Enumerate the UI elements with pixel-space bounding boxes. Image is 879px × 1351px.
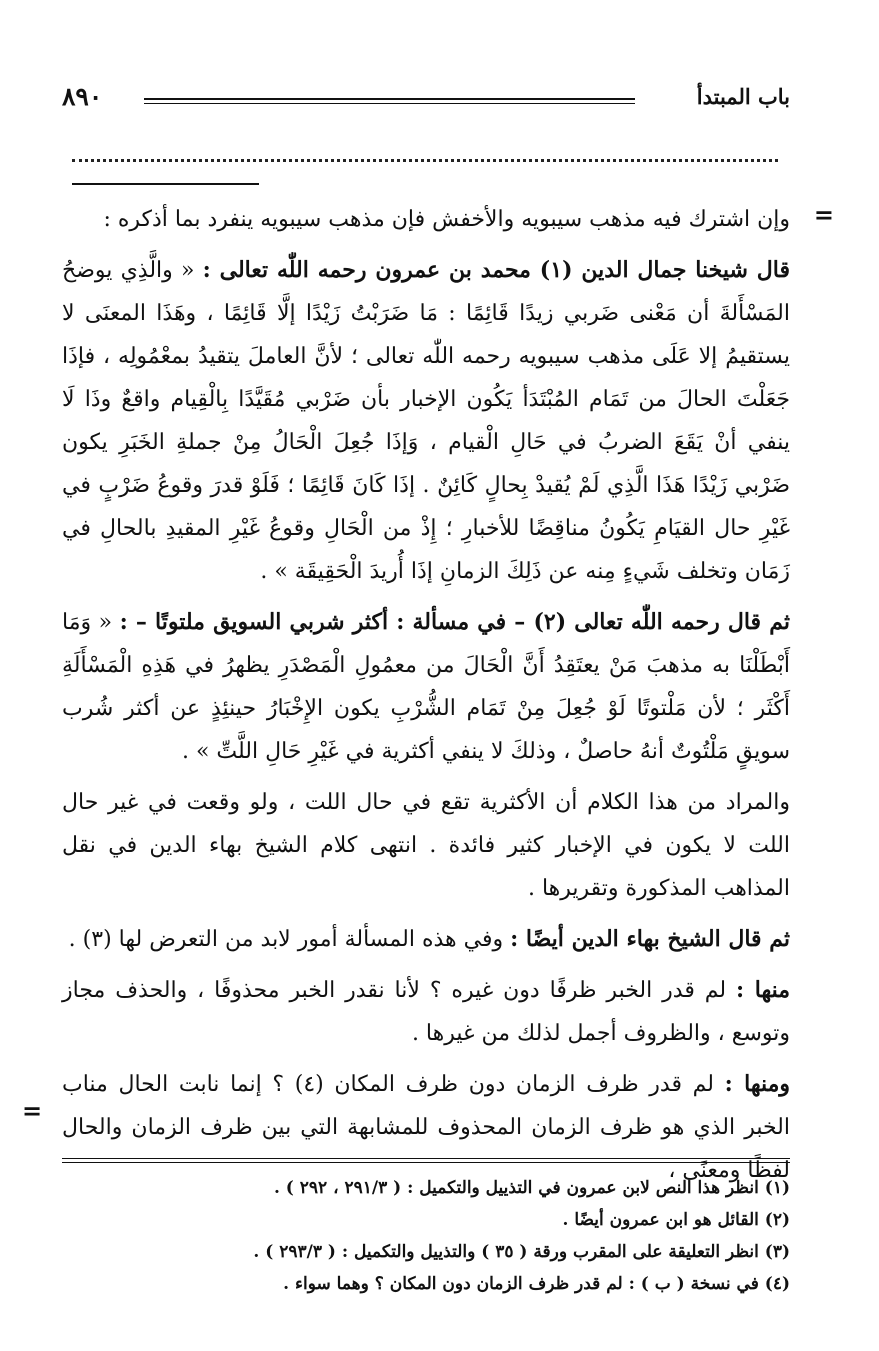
short-rule — [72, 183, 259, 185]
footnote: (١) انظر هذا النص لابن عمرون في التذييل والتكميل : ( ٢٩١/٣ ، ٢٩٢ ) . — [273, 1178, 790, 1198]
paragraph — [62, 969, 790, 1055]
chapter-title: باب المبتدأ — [696, 84, 790, 109]
footnotes — [62, 1172, 790, 1300]
dotted-separator — [72, 145, 778, 162]
paragraph-text: لم قدر الخبر ظرفًا دون غيره ؟ لأنا نقدر الخبر محذوفًا ، والحذف مجاز وتوسع ، والظروف أجمل لذلك من غيرها . — [62, 978, 790, 1046]
page-header — [62, 82, 790, 116]
paragraph — [62, 198, 790, 241]
paragraph-text: والمراد من هذا الكلام أن الأكثرية تقع في حال اللت ، ولو وقعت في غير حال اللت لا يكون في الإخبار كثير فائدة . انتهى كلام الشيخ بهاء الدين في نقل المذاهب المذكورة وتقريرها . — [62, 790, 790, 901]
paragraph-lead: ومنها : — [724, 1071, 791, 1097]
header-rule — [144, 98, 635, 100]
continuation-mark-top: = — [813, 200, 834, 229]
paragraph — [62, 601, 790, 773]
footnote: (٤) في نسخة ( ب ) : لم قدر ظرف الزمان دون المكان ؟ وهما سواء . — [283, 1274, 790, 1294]
paragraph-lead: منها : — [736, 977, 791, 1003]
footnote-rule — [62, 1158, 790, 1159]
continuation-mark-bottom: = — [22, 1096, 43, 1125]
paragraph-lead: ثم قال الشيخ بهاء الدين أيضًا : — [510, 926, 790, 952]
paragraph-text: لم قدر ظرف الزمان دون ظرف المكان (٤) ؟ إنما نابت الحال مناب الخبر الذي هو ظرف الزمان المحذوف للمشابهة التي بين ظرف الزمان والحال لفظًا ومعنًى ، — [62, 1072, 790, 1183]
paragraph — [62, 781, 790, 910]
paragraph-text: « والَّذِي يوضحُ المَسْأَلةَ أن مَعْنى ضَربي زيدًا قَائِمًا : مَا ضَرَبْتُ زَيْدًا إلَّا قَائِمًا ، وهَذَا المعنَى لا يستقيمُ إلا عَلَى مذهب سيبويه رحمه اللّٰه تعالى ؛ لأنَّ العاملَ يتقيدُ بمعْمُولِه ، فإذَا جَعَلْتَ الحالَ من تَمَام المُبْتَدَأ يَكُون الإخبار بأن ضَرْبي مُقَيَّدًا بِالْقِيام واقعٌ وذَا لَا ينفي أنْ يَقَعَ الضربُ في حَالِ الْقيام ، وَإذَا جُعِلَ الْحَالُ مِنْ جملةِ الخَبَرِ يكون ضَرْبي زَيْدًا هَذَا الَّذِي لَمْ يُقيدْ بِحالٍ كَائِنٌ . إذَا كَانَ قَائِمًا ؛ فَلَوْ قدرَ وقوعُ ضَرْبٍ في غَيْرِ حال القيَامِ يَكُونُ مناقِضًا للأخبارِ ؛ إِذْ من الْحَالِ وقوعُ غَيْرِ المقيدِ بالحالِ في زَمَان وتخلف شَيءٍ مِنه عن ذَلِكَ الزمانِ إذَا أُريدَ الْحَقِيقَة » . — [62, 258, 790, 584]
header-rule-thin — [144, 103, 635, 104]
paragraph — [62, 918, 790, 961]
paragraph-text: « وَمَا أَبْطَلْنَا به مذهبَ مَنْ يعتَقِدُ أَنَّ الْحَالَ من معمُولِ الْمَصْدَرِ يظهرُ في هَذِهِ الْمَسْأَلَةِ أَكْثَر ؛ لأن مَلْتوتًا لَوْ جُعِلَ مِنْ تَمَام الشُّرْبِ يكون الإِخْبَارُ حينئِذٍ عن أكثر شُرب سويقٍ مَلْتُوتٌ أنهُ حاصلٌ ، وذلكَ لا ينفي أكثرية في غَيْرِ حَالِ اللَّتِّ » . — [62, 610, 790, 764]
paragraph — [62, 249, 790, 593]
footnote: (٢) القائل هو ابن عمرون أيضًا . — [562, 1210, 790, 1230]
main-text — [62, 198, 790, 1200]
footnote-rule-thin — [62, 1162, 790, 1163]
page-number: ٨٩٠ — [62, 82, 103, 111]
footnote: (٣) انظر التعليقة على المقرب ورقة ( ٣٥ ) والتذييل والتكميل : ( ٢٩٣/٣ ) . — [253, 1242, 790, 1262]
paragraph-text: وإن اشترك فيه مذهب سيبويه والأخفش فإن مذهب سيبويه ينفرد بما أذكره : — [103, 207, 790, 232]
paragraph-lead: قال شيخنا جمال الدين (١) محمد بن عمرون رحمه اللّٰه تعالى : — [202, 257, 790, 283]
paragraph-lead: ثم قال رحمه اللّٰه تعالى (٢) – في مسألة : أكثر شربي السويق ملتوتًا – : — [119, 609, 790, 635]
paragraph-text: وفي هذه المسألة أمور لابد من التعرض لها (٣) . — [68, 927, 511, 952]
